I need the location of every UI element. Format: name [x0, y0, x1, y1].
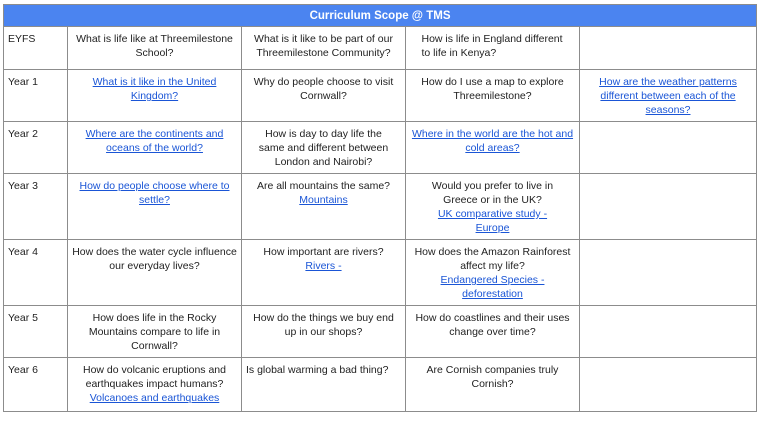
cell-content [72, 363, 237, 405]
table-cell [242, 70, 406, 122]
cell-content [72, 75, 237, 103]
table-cell [242, 240, 406, 306]
topic-link[interactable]: Endangered Species - deforestation [440, 274, 545, 300]
cell-line: How do coastlines and their uses change over time? [415, 312, 570, 338]
cell-line: Would you prefer to live in Greece or in the UK? [431, 180, 554, 206]
title-row [4, 5, 757, 27]
table-cell [242, 27, 406, 70]
cell-content [410, 311, 575, 339]
cell-line: How is life in England different to life in Kenya? [421, 33, 563, 59]
cell-line-wrapper [410, 127, 575, 155]
cell-content [423, 179, 563, 235]
table-cell [406, 70, 580, 122]
table-cell [580, 240, 757, 306]
table-cell [242, 358, 406, 412]
cell-content [72, 127, 237, 155]
cell-line: How does the Amazon Rainforest affect my life? [414, 246, 571, 272]
topic-link[interactable]: Volcanoes and earthquakes [89, 392, 220, 404]
table-body [4, 27, 757, 412]
table-row [4, 70, 757, 122]
topic-link[interactable]: How do people choose where to settle? [79, 180, 230, 206]
topic-link[interactable]: What is it like in the United Kingdom? [92, 76, 217, 102]
table-cell [242, 122, 406, 174]
row-label: Year 3 [4, 174, 68, 240]
cell-content [410, 363, 575, 391]
cell-content [422, 32, 564, 60]
cell-line: How does life in the Rocky Mountains compare to life in Cornwall? [88, 312, 221, 352]
table-cell [242, 174, 406, 240]
cell-line: How do volcanic eruptions and earthquakes impact humans? [82, 364, 226, 390]
cell-line-wrapper [72, 391, 237, 405]
cell-line-wrapper [246, 259, 401, 273]
table-cell [406, 122, 580, 174]
table-row [4, 122, 757, 174]
table-cell [580, 70, 757, 122]
table-cell [580, 122, 757, 174]
table-cell [68, 174, 242, 240]
table-cell [580, 174, 757, 240]
cell-line-wrapper [72, 127, 237, 155]
cell-content [246, 363, 401, 377]
cell-content [246, 311, 401, 339]
table-cell [68, 122, 242, 174]
topic-link[interactable]: Where in the world are the hot and cold areas? [411, 128, 574, 154]
table-cell [68, 70, 242, 122]
topic-link[interactable]: Where are the continents and oceans of the world? [85, 128, 224, 154]
table-cell [580, 358, 757, 412]
cell-content [72, 179, 237, 207]
cell-content [72, 245, 237, 273]
table-cell [68, 27, 242, 70]
row-label: Year 5 [4, 306, 68, 358]
cell-content [72, 32, 237, 60]
cell-line-wrapper [410, 273, 575, 301]
topic-link[interactable]: UK comparative study - Europe [437, 208, 548, 234]
row-label: Year 6 [4, 358, 68, 412]
table-cell [580, 27, 757, 70]
curriculum-table [3, 4, 757, 412]
cell-content [246, 32, 401, 60]
table-cell [68, 306, 242, 358]
cell-line: How do I use a map to explore Threemilestone? [421, 76, 564, 102]
cell-line: How important are rivers? [263, 246, 384, 258]
cell-line-wrapper [584, 75, 752, 117]
cell-content [410, 75, 575, 103]
cell-content [258, 127, 390, 169]
cell-content [246, 75, 401, 103]
table-cell [406, 306, 580, 358]
cell-line: Is global warming a bad thing? [246, 364, 389, 376]
cell-line: What is it like to be part of our Threemilestone Community? [254, 33, 393, 59]
cell-line-wrapper [246, 193, 401, 207]
cell-content [584, 75, 752, 117]
cell-line-wrapper [423, 207, 563, 235]
table-row [4, 306, 757, 358]
topic-link[interactable]: Rivers - [305, 260, 342, 272]
cell-content [246, 245, 401, 273]
cell-line-wrapper [72, 179, 237, 207]
curriculum-table-container [3, 4, 756, 412]
cell-line-wrapper [72, 75, 237, 103]
row-label: Year 2 [4, 122, 68, 174]
row-label: Year 4 [4, 240, 68, 306]
table-row [4, 27, 757, 70]
table-cell [68, 358, 242, 412]
table-cell [580, 306, 757, 358]
cell-line: How do the things we buy end up in our shops? [253, 312, 394, 338]
cell-content [246, 179, 401, 207]
cell-line: Are all mountains the same? [256, 180, 391, 192]
row-label: EYFS [4, 27, 68, 70]
table-row [4, 358, 757, 412]
table-cell [68, 240, 242, 306]
table-row [4, 174, 757, 240]
table-cell [242, 306, 406, 358]
cell-line: Why do people choose to visit Cornwall? [253, 76, 394, 102]
table-cell [406, 27, 580, 70]
table-cell [406, 174, 580, 240]
topic-link[interactable]: How are the weather patterns different between each of the seasons? [599, 76, 737, 116]
table-title: Curriculum Scope @ TMS [4, 5, 757, 27]
cell-content [410, 127, 575, 155]
cell-line: How is day to day life the same and different between London and Nairobi? [258, 128, 389, 168]
table-cell [406, 240, 580, 306]
table-row [4, 240, 757, 306]
cell-line: How does the water cycle influence our everyday lives? [72, 246, 237, 272]
cell-content [410, 245, 575, 301]
topic-link[interactable]: Mountains [299, 194, 348, 206]
cell-line: What is life like at Threemilestone School? [76, 33, 233, 59]
table-cell [406, 358, 580, 412]
cell-line: Are Cornish companies truly Cornish? [426, 364, 559, 390]
row-label: Year 1 [4, 70, 68, 122]
cell-content [86, 311, 224, 353]
